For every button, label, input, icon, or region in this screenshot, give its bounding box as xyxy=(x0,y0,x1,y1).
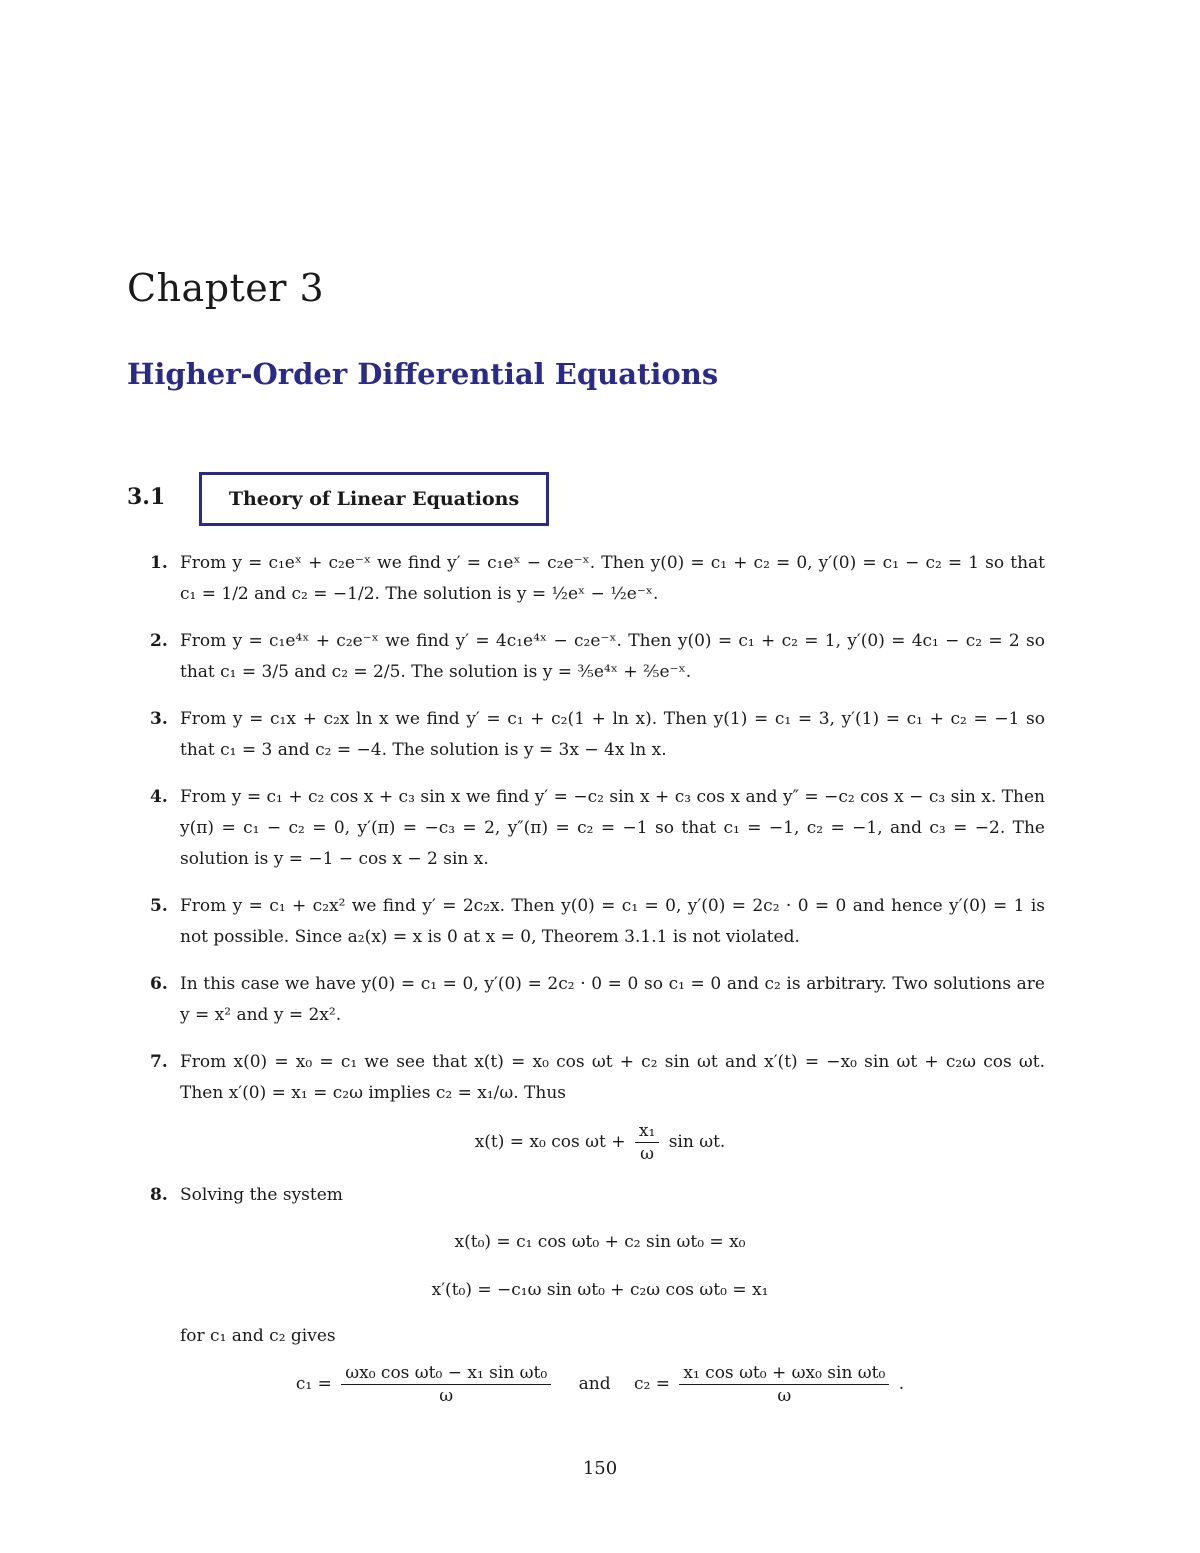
and-word: and xyxy=(578,1374,611,1394)
for-text: for c₁ and c₂ gives xyxy=(180,1326,336,1346)
exercise-4 xyxy=(150,782,1045,875)
c1-denominator: ω xyxy=(439,1386,454,1406)
equation-7 xyxy=(0,1120,1200,1165)
page-number: 150 xyxy=(582,1458,618,1479)
exercise-number: 7. xyxy=(150,1052,168,1072)
section-number: 3.1 xyxy=(127,484,166,510)
exercise-text: From x(0) = x₀ = c₁ we see that x(t) = x₀ cos ωt + c₂ sin ωt and x′(t) = −x₀ sin ωt + c₂ω cos ωt. Then x′(0) = x₁ = c₂ω implies c₂ = x₁/ω. Thus xyxy=(180,1052,1045,1103)
equation-right: sin ωt. xyxy=(668,1132,726,1152)
chapter-title: Higher-Order Differential Equations xyxy=(127,357,719,391)
exercise-number: 5. xyxy=(150,896,168,916)
exercise-5 xyxy=(150,891,1045,953)
chapter-heading: Chapter 3 xyxy=(127,266,325,310)
exercise-number: 2. xyxy=(150,631,168,651)
c2-numerator: x₁ cos ωt₀ + ωx₀ sin ωt₀ xyxy=(679,1362,889,1385)
exercise-text: From y = c₁x + c₂x ln x we find y′ = c₁ + c₂(1 + ln x). Then y(1) = c₁ = 3, y′(1) = c₁ + c₂ = −1 so that c₁ = 3 and c₂ = −4. The solution is y = 3x − 4x ln x. xyxy=(180,709,1045,760)
c1-fraction xyxy=(341,1362,551,1407)
c2-label: c₂ = xyxy=(633,1374,670,1394)
c2-denominator: ω xyxy=(777,1386,792,1406)
exercise-text: In this case we have y(0) = c₁ = 0, y′(0) = 2c₂ · 0 = 0 so c₁ = 0 and c₂ is arbitrary. Two solutions are y = x² and y = 2x². xyxy=(180,974,1045,1025)
equation-left: x(t) = x₀ cos ωt + xyxy=(474,1132,626,1152)
exercise-3 xyxy=(150,704,1045,766)
exercise-number: 6. xyxy=(150,974,168,994)
exercise-8 xyxy=(150,1180,1045,1211)
equation-8a: x(t₀) = c₁ cos ωt₀ + c₂ sin ωt₀ = x₀ xyxy=(454,1232,746,1252)
exercise-text: From y = c₁eˣ + c₂e⁻ˣ we find y′ = c₁eˣ − c₂e⁻ˣ. Then y(0) = c₁ + c₂ = 0, y′(0) = c₁ − c₂ = 1 so that c₁ = 1/2 and c₂ = −1/2. The solution is y = ½eˣ − ½e⁻ˣ. xyxy=(180,553,1045,604)
exercise-2 xyxy=(150,626,1045,688)
fraction-denominator: ω xyxy=(640,1144,655,1164)
section-title: Theory of Linear Equations xyxy=(228,488,520,510)
c1-numerator: ωx₀ cos ωt₀ − x₁ sin ωt₀ xyxy=(341,1362,551,1385)
fraction xyxy=(635,1120,659,1165)
c1-label: c₁ = xyxy=(295,1374,332,1394)
section-title-box xyxy=(199,472,549,526)
exercise-text: From y = c₁e⁴ˣ + c₂e⁻ˣ we find y′ = 4c₁e⁴ˣ − c₂e⁻ˣ. Then y(0) = c₁ + c₂ = 1, y′(0) = 4c₁ − c₂ = 2 so that c₁ = 3/5 and c₂ = 2/5. The solution is y = ³⁄₅e⁴ˣ + ²⁄₅e⁻ˣ. xyxy=(180,631,1045,682)
equation-8b: x′(t₀) = −c₁ω sin ωt₀ + c₂ω cos ωt₀ = x₁ xyxy=(431,1280,769,1300)
exercise-text: From y = c₁ + c₂x² we find y′ = 2c₂x. Then y(0) = c₁ = 0, y′(0) = 2c₂ · 0 = 0 and hence y′(0) = 1 is not possible. Since a₂(x) = x is 0 at x = 0, Theorem 3.1.1 is not violated. xyxy=(180,896,1045,947)
exercise-text: Solving the system xyxy=(180,1185,343,1205)
final-period: . xyxy=(898,1374,905,1394)
exercise-number: 1. xyxy=(150,553,168,573)
fraction-numerator: x₁ xyxy=(635,1120,659,1143)
c2-fraction xyxy=(679,1362,889,1407)
exercise-number: 3. xyxy=(150,709,168,729)
exercise-1 xyxy=(150,548,1045,610)
exercise-text: From y = c₁ + c₂ cos x + c₃ sin x we find y′ = −c₂ sin x + c₃ cos x and y″ = −c₂ cos x − c₃ sin x. Then y(π) = c₁ − c₂ = 0, y′(π) = −c₃ = 2, y″(π) = c₂ = −1 so that c₁ = −1, c₂ = −1, and c₃ = −2. The solution is y = −1 − cos x − 2 sin x. xyxy=(180,787,1045,869)
exercise-6 xyxy=(150,969,1045,1031)
final-equations xyxy=(0,1362,1200,1407)
exercise-7 xyxy=(150,1047,1045,1109)
exercise-number: 8. xyxy=(150,1185,168,1205)
exercise-number: 4. xyxy=(150,787,168,807)
